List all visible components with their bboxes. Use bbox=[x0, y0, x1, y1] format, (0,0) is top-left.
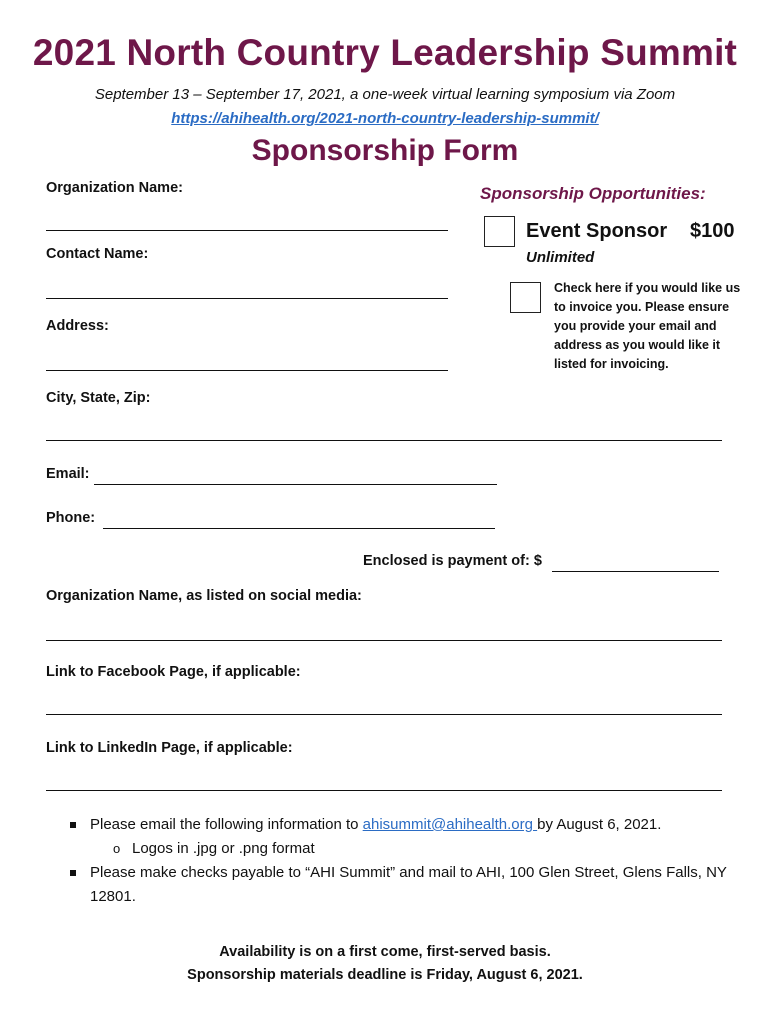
page-title: 2021 North Country Leadership Summit bbox=[32, 32, 738, 73]
event-dates-subtitle: September 13 – September 17, 2021, a one-week virtual learning symposium via Zoom bbox=[94, 86, 676, 103]
enclosed-payment-label: Enclosed is payment of: $ bbox=[363, 553, 542, 569]
address-field[interactable] bbox=[46, 370, 448, 371]
instruction-subitem bbox=[68, 837, 728, 861]
city-state-zip-label: City, State, Zip: bbox=[46, 390, 151, 406]
instruction-item bbox=[68, 813, 728, 837]
bullet-circle-icon: o bbox=[113, 841, 121, 856]
invoice-checkbox[interactable] bbox=[510, 282, 541, 313]
footer-notes bbox=[0, 941, 770, 987]
summit-email-link[interactable]: ahisummit@ahihealth.org bbox=[362, 816, 538, 833]
sponsorship-opportunities-heading: Sponsorship Opportunities: bbox=[480, 184, 706, 203]
organization-name-field[interactable] bbox=[46, 230, 448, 231]
bullet-square-icon bbox=[70, 870, 76, 876]
form-title: Sponsorship Form bbox=[251, 134, 519, 167]
instruction-item bbox=[68, 861, 728, 909]
contact-name-field[interactable] bbox=[46, 298, 448, 299]
deadline-note: Sponsorship materials deadline is Friday, August 6, 2021. bbox=[187, 967, 583, 983]
organization-name-label: Organization Name: bbox=[46, 180, 183, 196]
instruction-text: Please email the following information to bbox=[90, 816, 363, 833]
event-sponsor-label: Event Sponsor bbox=[526, 220, 668, 242]
phone-label: Phone: bbox=[46, 510, 96, 526]
event-sponsor-price: $100 bbox=[690, 220, 735, 242]
facebook-link-field[interactable] bbox=[46, 714, 722, 715]
payment-amount-field[interactable] bbox=[552, 571, 719, 572]
event-sponsor-quantity: Unlimited bbox=[526, 249, 595, 266]
event-sponsor-checkbox[interactable] bbox=[484, 216, 515, 247]
phone-field[interactable] bbox=[103, 528, 495, 529]
email-label: Email: bbox=[46, 466, 90, 482]
availability-note: Availability is on a first come, first-served basis. bbox=[219, 944, 551, 960]
instruction-text: Please make checks payable to “AHI Summit” and mail to AHI, 100 Glen Street, Glens Falls, NY 12801. bbox=[90, 864, 727, 905]
linkedin-link-label: Link to LinkedIn Page, if applicable: bbox=[46, 740, 293, 756]
contact-name-label: Contact Name: bbox=[46, 246, 149, 262]
instruction-text: by August 6, 2021. bbox=[537, 816, 662, 833]
facebook-link-label: Link to Facebook Page, if applicable: bbox=[46, 664, 301, 680]
instructions-list bbox=[68, 813, 728, 909]
city-state-zip-field[interactable] bbox=[46, 440, 722, 441]
org-social-media-field[interactable] bbox=[46, 640, 722, 641]
email-field[interactable] bbox=[94, 484, 497, 485]
linkedin-link-field[interactable] bbox=[46, 790, 722, 791]
instruction-subitem-text: Logos in .jpg or .png format bbox=[132, 840, 315, 857]
address-label: Address: bbox=[46, 318, 109, 334]
org-social-media-label: Organization Name, as listed on social media: bbox=[46, 588, 362, 604]
event-website-link[interactable]: https://ahihealth.org/2021-north-country-leadership-summit/ bbox=[171, 110, 599, 127]
bullet-square-icon bbox=[70, 822, 76, 828]
invoice-note: Check here if you would like us to invoice you. Please ensure you provide your email and address as you would like it listed for invoicing. bbox=[554, 281, 741, 371]
